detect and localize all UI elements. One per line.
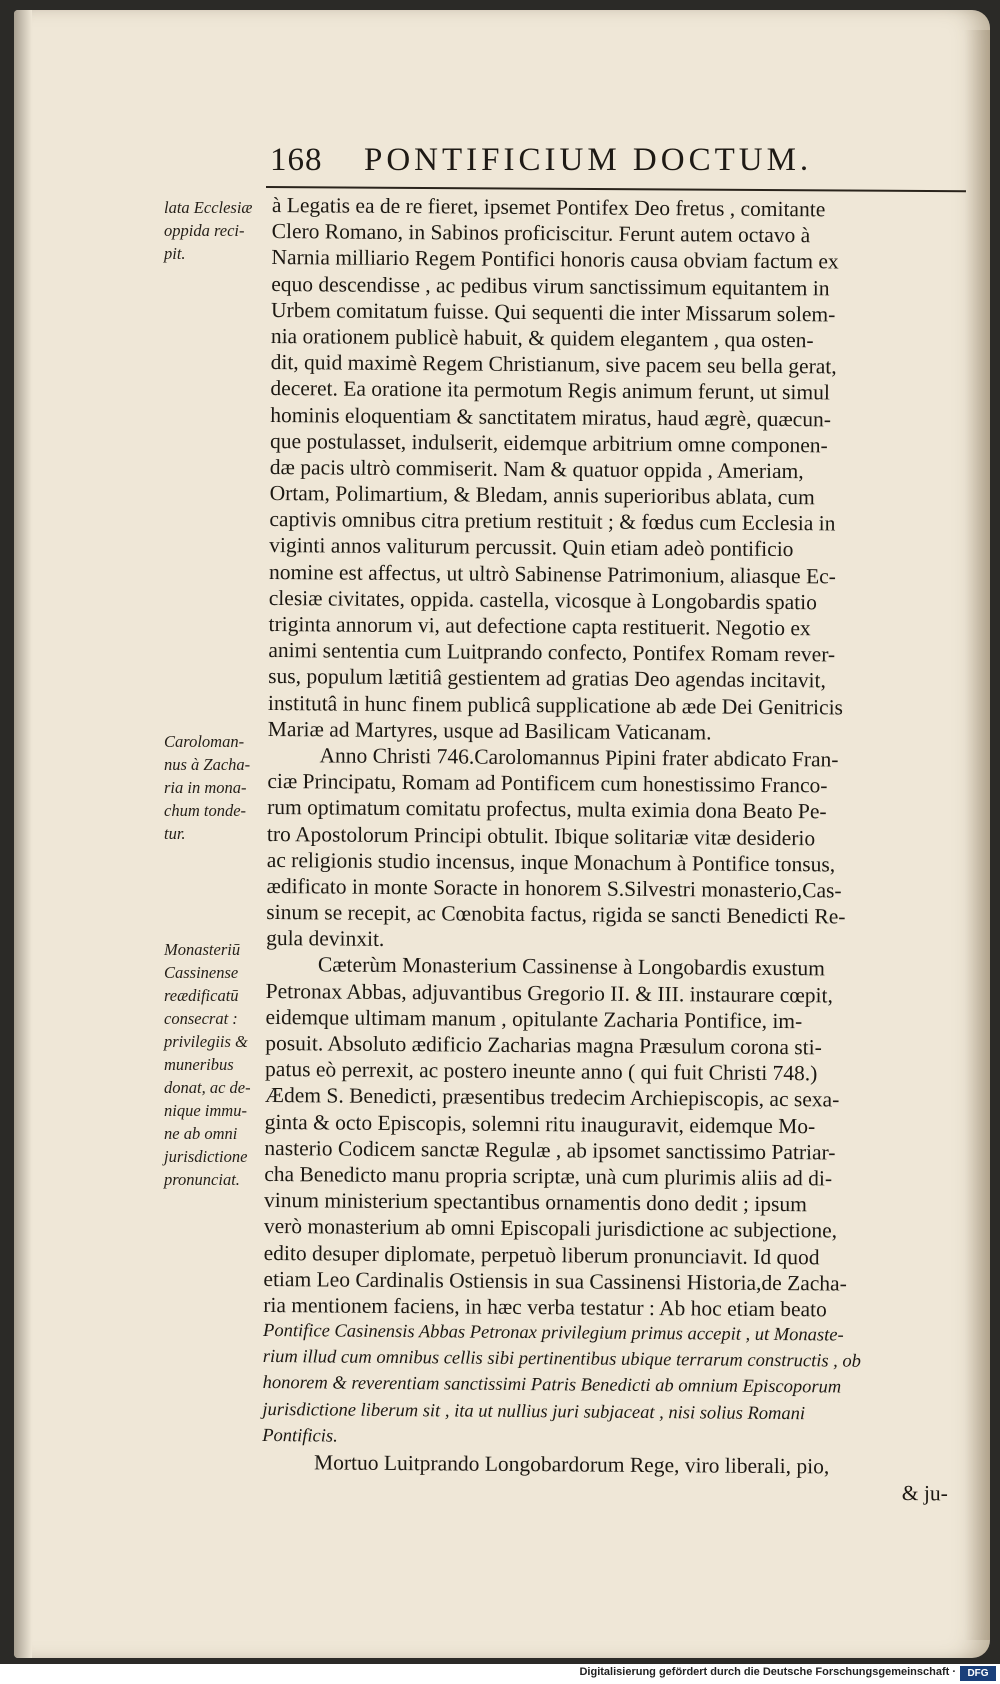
- quotation-line: Pontificis.: [262, 1425, 338, 1447]
- text-line: sus, populum lætitiâ gestientem ad gratias Deo agendas incitavit,: [268, 664, 826, 693]
- text-line: patus eò perrexit, ac postero ineunte anno ( qui fuit Christi 748.): [265, 1057, 818, 1086]
- margin-note-line: jurisdictione: [164, 1147, 248, 1166]
- text-line: ac religionis studio incensus, inque Monachum à Pontifice tonsus,: [266, 847, 836, 877]
- page-gutter-shadow: [14, 10, 32, 1658]
- margin-note-1: [164, 196, 272, 265]
- text-line: nomine est affectus, ut ultrò Sabinense Patrimonium, aliasque Ec-: [268, 559, 836, 589]
- text-line: dæ pacis ultrò commiserit. Nam & quatuor oppida , Ameriam,: [269, 454, 804, 484]
- dfg-logo: DFG: [960, 1666, 996, 1681]
- text-line: deceret. Ea oratione ita permotum Regis animum ferunt, ut simul: [270, 376, 830, 405]
- text-line: vinum ministerium spectantibus ornamentis dono dedit ; ipsum: [263, 1188, 807, 1217]
- margin-note-line: Caroloman-: [164, 732, 245, 751]
- text-line: animi sententia cum Luitprando confecto, Pontifex Romam rever-: [268, 638, 836, 667]
- margin-note-line: ne ab omni: [164, 1124, 238, 1143]
- text-line: edito desuper diplomate, perpetuò liberum pronunciavit. Id quod: [263, 1240, 820, 1269]
- text-line: Mariæ ad Martyres, usque ad Basilicam Vaticanam.: [267, 716, 712, 745]
- margin-note-line: nus à Zacha-: [164, 755, 251, 774]
- text-line: dit, quid maximè Regem Christianum, sive pacem seu bella gerat,: [270, 350, 837, 379]
- text-line: nasterio Codicem sanctæ Regulæ , ab ipsomet sanctissimo Patriar-: [264, 1135, 836, 1165]
- quotation-line: Pontifice Casinensis Abbas Petronax privilegium primus accepit , ut Monaste-: [262, 1321, 844, 1346]
- margin-note-line: donat, ac de-: [164, 1078, 251, 1097]
- text-line: equo descendisse , ac pedibus virum sanctissimum equitantem in: [271, 271, 830, 300]
- running-title: PONTIFICIUM DOCTUM.: [364, 142, 813, 178]
- body-text: [262, 192, 962, 1507]
- margin-note-line: lata Ecclesiæ: [164, 198, 253, 217]
- page-header: [270, 140, 960, 186]
- text-line: gula devinxit.: [266, 926, 385, 952]
- text-line: etiam Leo Cardinalis Ostiensis in sua Cassinensi Historia,de Zacha-: [263, 1266, 847, 1296]
- text-line: Anno Christi 746.Carolomannus Pipini frater abdicato Fran-: [319, 743, 839, 772]
- text-line: ædificato in monte Soracte in honorem S.Silvestri monasterio,Cas-: [266, 873, 842, 903]
- text-line: Narnia milliario Regem Pontifici honoris causa obviam factum ex: [271, 245, 839, 274]
- text-line: institutâ in hunc finem publicâ supplicatione ab æde Dei Genitricis: [267, 690, 844, 720]
- text-line: ria mentionem faciens, in hæc verba testatur : Ab hoc etiam beato: [263, 1292, 827, 1322]
- text-line: eidemque ultimam manum , opitulante Zacharia Pontifice, im-: [265, 1004, 803, 1034]
- text-line: Cæterùm Monasterium Cassinense à Longobardis exustum: [317, 952, 825, 981]
- text-line: captivis omnibus citra pretium restituit ; & fœdus cum Ecclesia in: [269, 507, 836, 536]
- margin-note-line: ria in mona-: [164, 778, 247, 797]
- text-line: Petronax Abbas, adjuvantibus Gregorio II. & III. instaurare cœpit,: [265, 978, 834, 1008]
- margin-note-line: muneribus: [164, 1055, 234, 1074]
- text-line: triginta annorum vi, aut defectione capta restituerit. Negotio ex: [268, 611, 811, 641]
- quotation-line: jurisdictione liberum sit , ita ut nullius juri subjaceat , nisi solius Romani: [262, 1399, 806, 1424]
- page-number: 168: [270, 142, 323, 178]
- margin-note-3: [164, 938, 272, 1191]
- text-line: sinum se recepit, ac Cœnobita factus, rigida se sancti Benedicti Re-: [266, 900, 846, 929]
- text-line: Mortuo Luitprando Longobardorum Rege, viro liberali, pio,: [313, 1450, 830, 1479]
- text-line: tro Apostolorum Principi obtulit. Ibique solitariæ vitæ desiderio: [266, 821, 816, 850]
- text-line: hominis eloquentiam & sanctitatem miratus, haud ægrè, quæcun-: [270, 402, 832, 431]
- text-line: nia orationem publicè habuit, & quidem elegantem , qua osten-: [270, 323, 814, 353]
- text-line: à Legatis ea de re fieret, ipsemet Pontifex Deo fretus , comitante: [271, 192, 826, 222]
- margin-note-line: nique immu-: [164, 1101, 247, 1120]
- text-line: rum optimatum comitatu profectus, multa eximia dona Beato Pe-: [267, 795, 827, 824]
- margin-note-line: oppida reci-: [164, 221, 245, 240]
- text-line: cha Benedicto manu propria scriptæ, unà cum plurimis aliis ad di-: [264, 1161, 833, 1191]
- text-line: Clero Romano, in Sabinos proficiscitur. Ferunt autem octavo à: [271, 219, 811, 248]
- margin-note-2: [164, 730, 272, 845]
- catchword: & ju-: [901, 1481, 948, 1506]
- footer-credit: Digitalisierung gefördert durch die Deutsche Forschungsgemeinschaft ·: [579, 1666, 956, 1678]
- text-line: Ortam, Polimartium, & Bledam, annis superioribus ablata, cum: [269, 481, 815, 510]
- text-line: ginta & octo Episcopis, solemni ritu inauguravit, eidemque Mo-: [264, 1109, 816, 1138]
- page-edge-shadow: [964, 30, 990, 1640]
- margin-note-line: reædificatū: [164, 986, 239, 1005]
- margin-note-line: Cassinense: [164, 963, 239, 982]
- quotation-line: honorem & reverentiam sanctissimi Patris Benedicti ab omnium Episcoporum: [262, 1373, 842, 1398]
- text-line: que postulasset, indulserit, eidemque arbitrium omne componen-: [269, 428, 828, 458]
- margin-note-line: consecrat :: [164, 1009, 238, 1028]
- margin-note-line: pronunciat.: [164, 1170, 240, 1189]
- text-line: Ædem S. Benedicti, præsentibus tredecim Archiepiscopis, ac sexa-: [264, 1083, 840, 1112]
- text-line: clesiæ civitates, oppida. castella, vicosque à Longobardis spatio: [268, 585, 817, 615]
- margin-note-line: privilegiis &: [164, 1032, 248, 1051]
- text-line: verò monasterium ab omni Episcopali jurisdictione ac subjectione,: [263, 1214, 838, 1243]
- margin-note-line: tur.: [164, 824, 186, 843]
- quotation-line: rium illud cum omnibus cellis sibi pertinentibus ubique terrarum constructis , ob: [262, 1347, 862, 1372]
- margin-note-line: pit.: [164, 244, 186, 263]
- margin-note-line: chum tonde-: [164, 801, 247, 820]
- margin-note-line: Monasteriū: [164, 940, 241, 959]
- text-line: Urbem comitatum fuisse. Qui sequenti die inter Missarum solem-: [270, 297, 836, 327]
- text-line: ciæ Principatu, Romam ad Pontificem cum honestissimo Franco-: [267, 769, 828, 798]
- text-line: posuit. Absoluto ædificio Zacharias magna Præsulum corona sti-: [265, 1030, 822, 1060]
- digitization-footer: [0, 1664, 1000, 1684]
- text-line: viginti annos valiturum percussit. Quin etiam adeò pontificio: [269, 533, 794, 562]
